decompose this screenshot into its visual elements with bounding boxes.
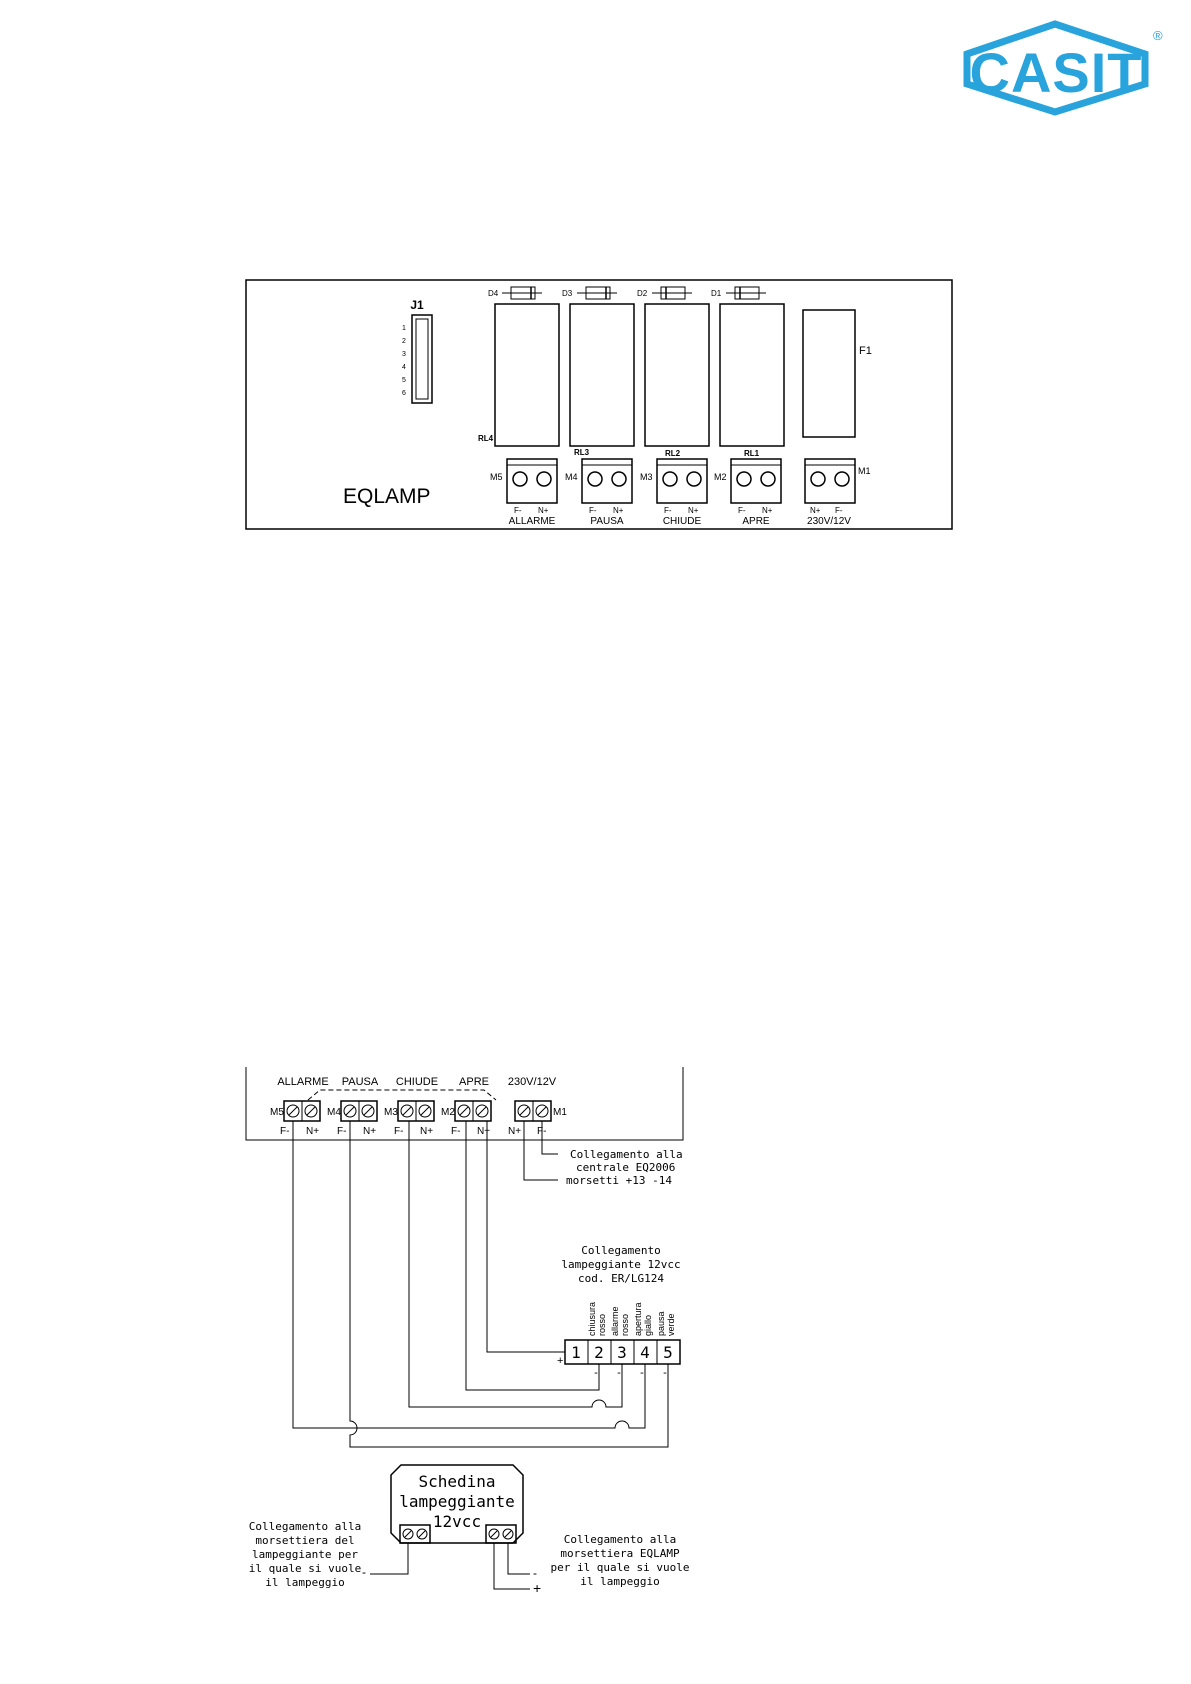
svg-text:D4: D4 bbox=[488, 289, 499, 298]
svg-text:F-: F- bbox=[738, 506, 746, 515]
svg-text:M3: M3 bbox=[640, 472, 653, 482]
svg-text:RL1: RL1 bbox=[744, 449, 760, 458]
svg-text:centrale EQ2006: centrale EQ2006 bbox=[576, 1161, 676, 1174]
svg-text:lampeggiante: lampeggiante bbox=[399, 1492, 515, 1511]
svg-text:4: 4 bbox=[402, 364, 406, 371]
svg-text:F-: F- bbox=[664, 506, 672, 515]
svg-text:CHIUDE: CHIUDE bbox=[395, 1076, 439, 1088]
svg-text:3: 3 bbox=[617, 1343, 627, 1362]
svg-text:-: - bbox=[617, 1367, 621, 1379]
board-layout bbox=[246, 280, 952, 529]
svg-text:ALLARME: ALLARME bbox=[508, 516, 556, 527]
terminal-m4 bbox=[565, 459, 632, 527]
svg-text:RL2: RL2 bbox=[665, 449, 681, 458]
svg-text:il quale si vuole: il quale si vuole bbox=[248, 1562, 362, 1575]
svg-text:rosso: rosso bbox=[620, 1313, 630, 1336]
svg-text:morsetti +13 -14: morsetti +13 -14 bbox=[566, 1174, 672, 1187]
svg-text:M2: M2 bbox=[714, 472, 727, 482]
svg-text:F-: F- bbox=[337, 1126, 347, 1137]
svg-text:F-: F- bbox=[280, 1126, 290, 1137]
relay-rl2 bbox=[645, 304, 709, 446]
svg-text:+: + bbox=[557, 1355, 564, 1367]
svg-text:N+: N+ bbox=[810, 506, 821, 515]
wiring-screw-terminals bbox=[284, 1101, 551, 1121]
svg-text:F-: F- bbox=[394, 1126, 404, 1137]
svg-text:PAUSA: PAUSA bbox=[341, 1076, 379, 1088]
connector-label: J1 bbox=[410, 298, 424, 312]
svg-text:-: - bbox=[533, 1566, 537, 1580]
svg-text:F-: F- bbox=[537, 1126, 547, 1137]
svg-text:D3: D3 bbox=[562, 289, 573, 298]
svg-text:-: - bbox=[362, 1565, 366, 1579]
svg-text:giallo: giallo bbox=[643, 1314, 653, 1336]
terminal-m2 bbox=[714, 459, 781, 527]
logo-text: CASIT bbox=[969, 41, 1143, 104]
schedina-box bbox=[391, 1465, 523, 1543]
svg-text:ALLARME: ALLARME bbox=[277, 1076, 329, 1088]
svg-text:M1: M1 bbox=[553, 1107, 567, 1118]
svg-text:2: 2 bbox=[594, 1343, 604, 1362]
j1-connector bbox=[412, 315, 432, 403]
svg-text:F-: F- bbox=[451, 1126, 461, 1137]
svg-text:N+: N+ bbox=[420, 1126, 434, 1137]
relay-rl1 bbox=[720, 304, 784, 446]
svg-text:4: 4 bbox=[640, 1343, 650, 1362]
terminal-m3 bbox=[640, 459, 707, 527]
svg-text:rosso: rosso bbox=[597, 1313, 607, 1336]
svg-text:cod. ER/LG124: cod. ER/LG124 bbox=[577, 1272, 665, 1285]
casit-logo bbox=[967, 24, 1163, 112]
svg-text:5: 5 bbox=[402, 377, 406, 384]
svg-text:-: - bbox=[594, 1367, 598, 1379]
svg-text:230V/12V: 230V/12V bbox=[507, 1076, 557, 1088]
svg-text:per il quale si vuole: per il quale si vuole bbox=[550, 1561, 690, 1574]
svg-text:APRE: APRE bbox=[742, 516, 770, 527]
svg-text:2: 2 bbox=[402, 338, 406, 345]
svg-text:PAUSA: PAUSA bbox=[590, 516, 624, 527]
svg-text:6: 6 bbox=[402, 390, 406, 397]
svg-text:CHIUDE: CHIUDE bbox=[662, 516, 702, 527]
terminal-m1 bbox=[805, 459, 871, 527]
fuse-f1 bbox=[803, 310, 855, 437]
logo-registered: ® bbox=[1153, 28, 1163, 43]
svg-text:F-: F- bbox=[835, 506, 843, 515]
svg-text:allarme: allarme bbox=[610, 1306, 620, 1336]
svg-text:N+: N+ bbox=[762, 506, 773, 515]
j1-pins bbox=[402, 325, 406, 397]
note-lamp bbox=[561, 1244, 680, 1285]
svg-text:morsettiera EQLAMP: morsettiera EQLAMP bbox=[560, 1547, 680, 1560]
svg-text:apertura: apertura bbox=[633, 1302, 643, 1336]
svg-text:-: - bbox=[663, 1367, 667, 1379]
diode-d2 bbox=[637, 287, 692, 299]
note-right bbox=[550, 1533, 689, 1588]
svg-text:RL4: RL4 bbox=[478, 434, 494, 443]
svg-text:il lampeggio: il lampeggio bbox=[265, 1576, 345, 1589]
note-left bbox=[249, 1520, 362, 1589]
svg-text:Schedina: Schedina bbox=[418, 1472, 496, 1491]
svg-text:F-: F- bbox=[514, 506, 522, 515]
svg-text:M3: M3 bbox=[384, 1107, 398, 1118]
svg-text:M5: M5 bbox=[490, 472, 503, 482]
svg-text:5: 5 bbox=[663, 1343, 673, 1362]
svg-text:M4: M4 bbox=[565, 472, 578, 482]
svg-text:F-: F- bbox=[589, 506, 597, 515]
svg-text:M5: M5 bbox=[270, 1107, 284, 1118]
wiring-diagram bbox=[246, 1067, 690, 1596]
relay-rl3 bbox=[570, 304, 634, 446]
diode-d3 bbox=[562, 287, 617, 299]
svg-text:N+: N+ bbox=[306, 1126, 320, 1137]
fuse-label: F1 bbox=[859, 345, 872, 357]
svg-text:Collegamento alla: Collegamento alla bbox=[248, 1520, 362, 1533]
svg-text:RL3: RL3 bbox=[574, 448, 590, 457]
svg-text:chiusura: chiusura bbox=[587, 1301, 597, 1336]
svg-text:Collegamento alla: Collegamento alla bbox=[570, 1148, 683, 1161]
svg-text:Collegamento: Collegamento bbox=[581, 1244, 661, 1257]
svg-text:D2: D2 bbox=[637, 289, 648, 298]
svg-text:Collegamento alla: Collegamento alla bbox=[563, 1533, 677, 1546]
svg-text:N+: N+ bbox=[477, 1126, 491, 1137]
svg-text:morsettiera del: morsettiera del bbox=[255, 1534, 355, 1547]
svg-text:1: 1 bbox=[571, 1343, 581, 1362]
svg-text:APRE: APRE bbox=[459, 1076, 489, 1088]
svg-text:lampeggiante per: lampeggiante per bbox=[252, 1548, 358, 1561]
diode-d1 bbox=[711, 287, 766, 299]
svg-text:il lampeggio: il lampeggio bbox=[580, 1575, 660, 1588]
svg-text:M4: M4 bbox=[327, 1107, 341, 1118]
svg-text:N+: N+ bbox=[508, 1126, 522, 1137]
svg-text:N+: N+ bbox=[613, 506, 624, 515]
svg-text:M1: M1 bbox=[858, 466, 871, 476]
note-centrale bbox=[566, 1148, 683, 1187]
lamp-terminal-block bbox=[557, 1302, 680, 1379]
relay-rl4 bbox=[495, 304, 559, 446]
svg-text:N+: N+ bbox=[688, 506, 699, 515]
svg-text:1: 1 bbox=[402, 325, 406, 332]
svg-text:-: - bbox=[640, 1367, 644, 1379]
svg-text:verde: verde bbox=[666, 1313, 676, 1336]
svg-text:D1: D1 bbox=[711, 289, 722, 298]
svg-text:3: 3 bbox=[402, 351, 406, 358]
svg-text:N+: N+ bbox=[538, 506, 549, 515]
svg-text:lampeggiante 12vcc: lampeggiante 12vcc bbox=[561, 1258, 681, 1271]
svg-text:230V/12V: 230V/12V bbox=[807, 516, 851, 527]
wiring-top-labels bbox=[277, 1076, 556, 1088]
svg-text:N+: N+ bbox=[363, 1126, 377, 1137]
terminal-m5 bbox=[490, 459, 557, 527]
svg-text:12vcc: 12vcc bbox=[432, 1512, 482, 1531]
svg-text:M2: M2 bbox=[441, 1107, 455, 1118]
diode-d4 bbox=[488, 287, 542, 299]
svg-text:pausa: pausa bbox=[656, 1311, 666, 1336]
board-name: EQLAMP bbox=[343, 485, 431, 508]
svg-text:+: + bbox=[533, 1580, 542, 1596]
wiring-pin-labels bbox=[280, 1126, 546, 1137]
